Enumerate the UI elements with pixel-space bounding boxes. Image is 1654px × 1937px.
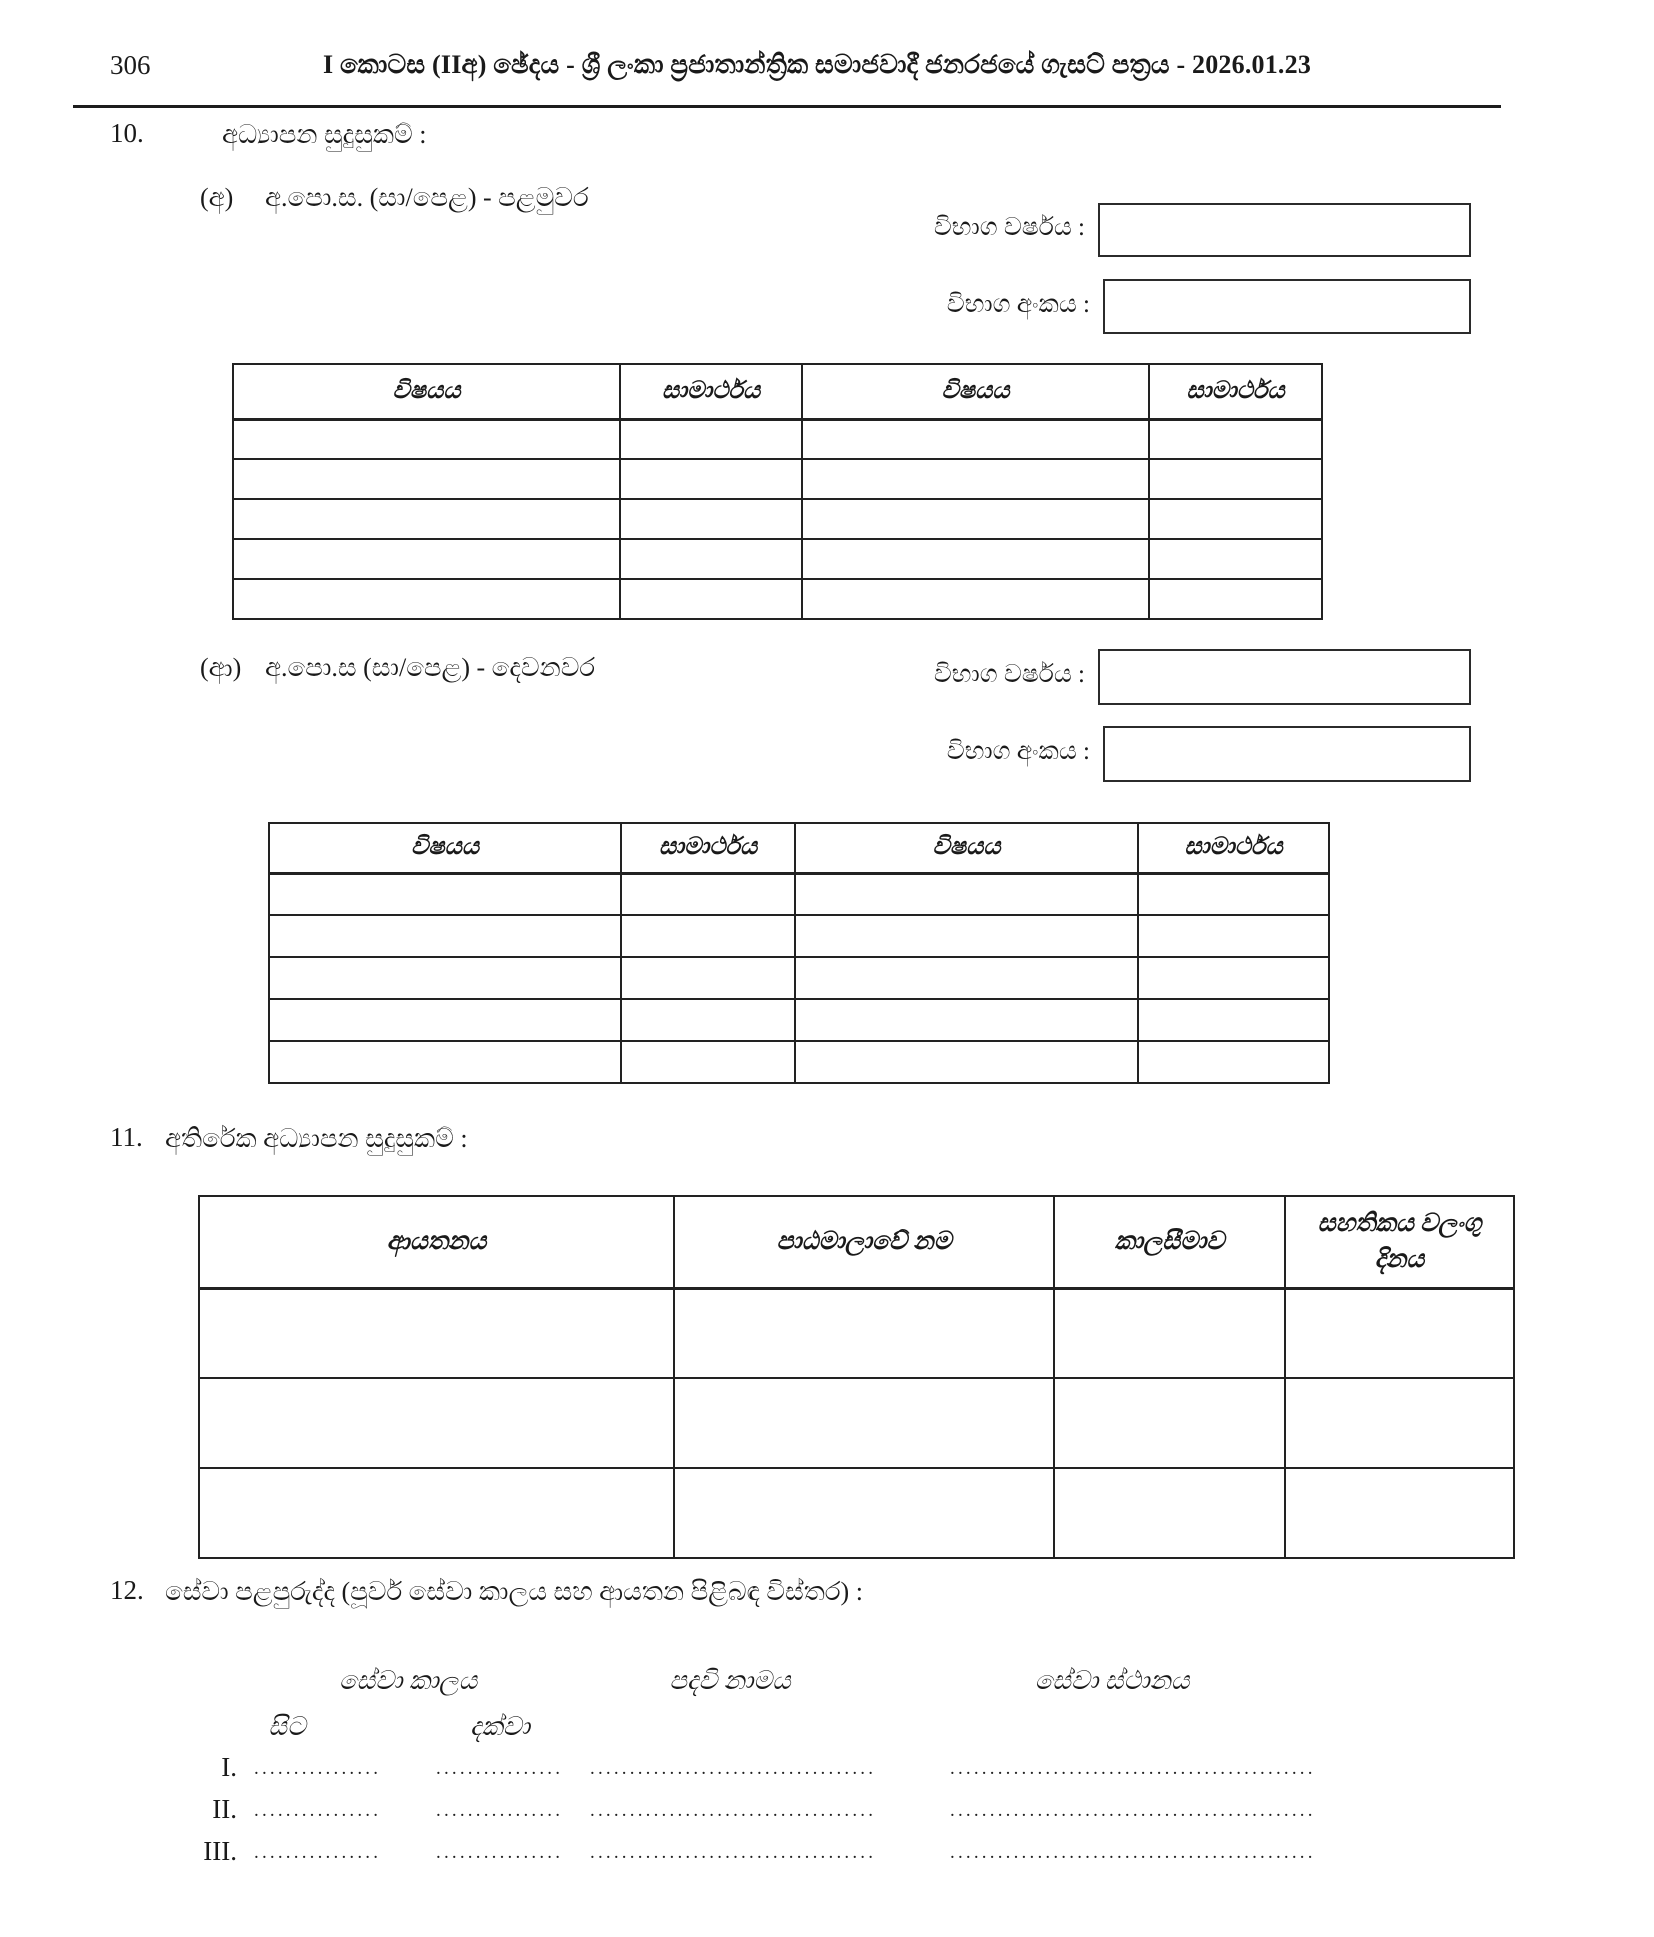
row-numeral: II. <box>212 1794 237 1824</box>
col-grade: සාමාර්ථය <box>621 823 795 873</box>
section10-number: 10. <box>110 118 144 148</box>
section11-number: 11. <box>110 1122 143 1152</box>
table-row <box>269 999 1329 1041</box>
section12-title: සේවා පළපුරුද්ද (පූර්ව සේවා කාලය සහ ආයතන පිළිබඳ විස්තර) : <box>165 1577 863 1606</box>
dotted-line-from: ................ <box>254 1842 382 1863</box>
results-table-b <box>268 822 1330 1084</box>
table-row <box>269 873 1329 915</box>
experience-row <box>165 1794 1325 1834</box>
col-service-station: සේවා ස්ථානය <box>1034 1666 1190 1695</box>
col-duration: කාලසීමාව <box>1054 1196 1285 1288</box>
table-row <box>233 419 1322 459</box>
sub-col-from: සිට <box>268 1712 306 1741</box>
dotted-line-station: .............................................. <box>950 1758 1316 1779</box>
table-row <box>233 499 1322 539</box>
header-rule <box>73 105 1501 108</box>
col-subject: විෂයය <box>233 364 620 419</box>
section10-title: අධ්‍යාපන සුදුසුකම් : <box>222 120 427 149</box>
col-designation: පදවි නාමය <box>669 1666 791 1695</box>
table-row <box>199 1468 1514 1558</box>
results-table-a <box>232 363 1323 620</box>
dotted-line-from: ................ <box>254 1800 382 1821</box>
table-row <box>199 1378 1514 1468</box>
sub-col-to: දක්වා <box>470 1712 530 1741</box>
table-row <box>269 1041 1329 1083</box>
table-row <box>233 539 1322 579</box>
exam-year-box-b <box>1098 649 1471 705</box>
experience-row <box>165 1836 1325 1876</box>
header-title: I කොටස (IIඅ) ඡේදය - ශ්‍රී ලංකා ප්‍රජාතාන්ත්‍රික සමාජවාදී ජනරජයේ ගැසට් පත්‍රය - 2026.01.23 <box>322 50 1312 79</box>
sub-b-title: අ.පො.ස (සා/පෙළ) - දෙවනවර <box>265 653 596 682</box>
col-grade: සාමාර්ථය <box>1149 364 1322 419</box>
col-subject: විෂයය <box>802 364 1149 419</box>
col-institution: ආයතනය <box>199 1196 674 1288</box>
section11-title: අතිරේක අධ්‍යාපන සුදුසුකම් : <box>165 1124 468 1153</box>
dotted-line-to: ................ <box>436 1800 564 1821</box>
exam-year-box-a <box>1098 203 1471 257</box>
section12-number: 12. <box>110 1575 144 1605</box>
table-row <box>233 579 1322 619</box>
row-numeral: I. <box>221 1752 237 1782</box>
exam-number-label-a: විභාග අංකය : <box>946 291 1090 318</box>
table-row <box>199 1288 1514 1378</box>
extra-qualifications-table <box>198 1195 1515 1559</box>
dotted-line-designation: .................................... <box>590 1842 877 1863</box>
dotted-line-to: ................ <box>436 1842 564 1863</box>
col-grade: සාමාර්ථය <box>1138 823 1329 873</box>
exam-number-label-b: විභාග අංකය : <box>946 738 1090 765</box>
dotted-line-station: .............................................. <box>950 1800 1316 1821</box>
col-course-name: පාඨමාලාවේ නම <box>674 1196 1054 1288</box>
table-row <box>233 459 1322 499</box>
row-numeral: III. <box>203 1836 237 1866</box>
col-subject: විෂයය <box>269 823 621 873</box>
dotted-line-station: .............................................. <box>950 1842 1316 1863</box>
sub-b-label: (ආ) <box>200 653 242 682</box>
exam-number-box-b <box>1103 726 1471 782</box>
table-row <box>269 915 1329 957</box>
dotted-line-from: ................ <box>254 1758 382 1779</box>
experience-row <box>165 1752 1325 1792</box>
col-subject: විෂයය <box>795 823 1138 873</box>
sub-a-label: (අ) <box>200 183 234 212</box>
exam-year-label-b: විභාග වර්ෂය : <box>933 661 1085 688</box>
page-number: 306 <box>110 50 151 80</box>
dotted-line-designation: .................................... <box>590 1800 877 1821</box>
col-service-period: සේවා කාලය <box>338 1666 478 1695</box>
col-cert-valid-date: සහතිකය වලංගු දිනය <box>1285 1196 1514 1288</box>
dotted-line-designation: .................................... <box>590 1758 877 1779</box>
table-row <box>269 957 1329 999</box>
dotted-line-to: ................ <box>436 1758 564 1779</box>
col-grade: සාමාර්ථය <box>620 364 802 419</box>
exam-number-box-a <box>1103 279 1471 334</box>
sub-a-title: අ.පො.ස. (සා/පෙළ) - පළමුවර <box>265 183 589 212</box>
exam-year-label-a: විභාග වර්ෂය : <box>933 214 1085 241</box>
